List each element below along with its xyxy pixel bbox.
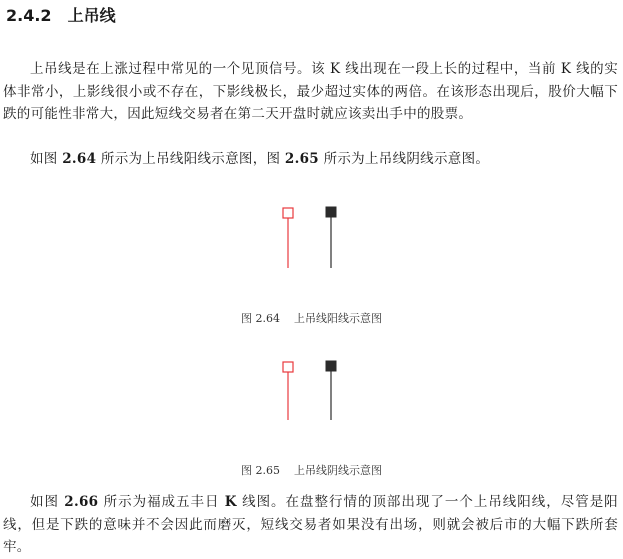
figure-2-65 — [0, 352, 623, 482]
yin-candle-body — [326, 207, 336, 217]
ref-prefix: 如图 — [30, 151, 63, 167]
example-mid: 所示为福成五丰日 — [98, 494, 225, 510]
yang-candle-body — [283, 362, 293, 372]
figure-caption-text: 上吊线阴线示意图 — [294, 464, 382, 477]
hanging-man-diagram-1 — [278, 198, 348, 270]
example-rest: 线图。在盘整行情的顶部出现了一个上吊线阳线，尽管是阳线，但是下跌的意味并不会因此而磨灭，短线交易者如果没有出场，则就会被后市的大幅下跌所套牢。 — [3, 494, 618, 555]
section-title: 上吊线 — [67, 6, 116, 25]
hanging-man-diagram-2 — [278, 352, 348, 424]
intro-paragraph: 上吊线是在上涨过程中常见的一个见顶信号。该 K 线出现在一段上长的过程中，当前 K 线的实体非常小，上影线很小或不存在，下影线极长，最少超过实体的两倍。在该形态出现后，股价大幅下跌的可能性非常大，因此短线交易者在第二天开盘时就应该卖出手中的股票。 — [3, 61, 618, 122]
ref-middle: 所示为上吊线阳线示意图，图 — [96, 151, 285, 167]
figure-reference-paragraph — [0, 148, 623, 171]
figure-ref-264: 2.64 — [62, 151, 97, 167]
figure-caption — [0, 310, 623, 326]
figure-number: 图 2.65 — [241, 464, 280, 477]
figure-ref-266: 2.66 — [64, 494, 99, 510]
k-letter: K — [224, 494, 237, 510]
section-heading — [6, 4, 116, 28]
example-prefix: 如图 — [30, 494, 65, 510]
figure-number: 图 2.64 — [241, 312, 280, 325]
ref-suffix: 所示为上吊线阴线示意图。 — [318, 151, 490, 167]
section-number: 2.4.2 — [6, 6, 52, 25]
yang-candle-body — [283, 208, 293, 218]
yin-candle-body — [326, 361, 336, 371]
example-paragraph — [0, 491, 623, 559]
figure-caption-text: 上吊线阳线示意图 — [294, 312, 382, 325]
figure-caption — [0, 462, 623, 478]
figure-ref-265: 2.65 — [284, 151, 319, 167]
figure-2-64 — [0, 198, 623, 338]
